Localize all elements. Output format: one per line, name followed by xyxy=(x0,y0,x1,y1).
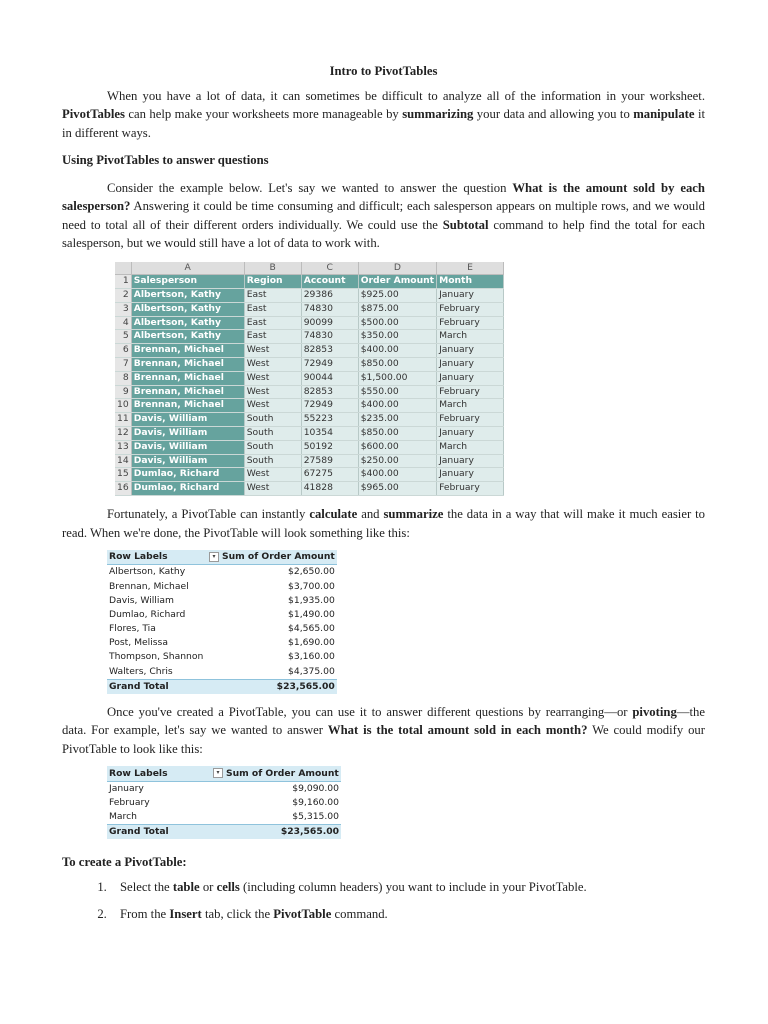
order-amount-cell: $500.00 xyxy=(358,316,436,330)
table-row xyxy=(115,454,526,468)
order-amount-cell: $965.00 xyxy=(358,482,436,496)
order-amount-cell: $925.00 xyxy=(358,289,436,303)
pivot-row xyxy=(107,810,341,825)
order-amount-cell: $400.00 xyxy=(358,468,436,482)
pivot-row xyxy=(107,579,337,593)
row-label: Albertson, Kathy xyxy=(109,566,186,578)
example-paragraph: Consider the example below. Let's say we wanted to answer the question What is the amount sold by each salesperson? Answering it could be time consuming and difficult; each salesperson appears on multiple rows, and we would need to total all of their different orders individually. We could use the Subtotal command to help find the total for each salesperson, but we would still have a lot of data to work with. xyxy=(62,180,705,250)
salesperson-cell: Davis, William xyxy=(131,454,244,468)
region-cell: West xyxy=(244,482,301,496)
region-cell: East xyxy=(244,302,301,316)
salesperson-cell: Brennan, Michael xyxy=(131,358,244,372)
row-number: 6 xyxy=(115,344,131,358)
pivot-row xyxy=(107,650,337,664)
pivot-row xyxy=(107,608,337,622)
grand-total-value: $23,565.00 xyxy=(211,825,341,840)
pivot-row xyxy=(107,622,337,636)
salesperson-cell: Brennan, Michael xyxy=(131,344,244,358)
row-value: $9,090.00 xyxy=(292,782,339,794)
document-title: Intro to PivotTables xyxy=(329,64,438,78)
salesperson-cell: Brennan, Michael xyxy=(131,371,244,385)
row-value: $4,565.00 xyxy=(288,623,335,635)
table-row xyxy=(115,482,526,496)
header-cell: Order Amount xyxy=(358,275,436,289)
order-amount-cell: $350.00 xyxy=(358,330,436,344)
month-cell: January xyxy=(437,371,504,385)
region-cell: East xyxy=(244,330,301,344)
pivot-table-salesperson xyxy=(107,550,337,694)
filter-dropdown-icon[interactable]: ▾ xyxy=(213,768,223,778)
table-row xyxy=(115,289,526,303)
table-row xyxy=(115,358,526,372)
pivot-table-month xyxy=(107,766,341,839)
order-amount-cell: $400.00 xyxy=(358,344,436,358)
intro-paragraph: When you have a lot of data, it can sometimes be difficult to analyze all of the information in your worksheet. PivotTables can help make your worksheets more manageable by summarizing your data and allowing you to manipulate it in different ways. xyxy=(62,88,705,140)
account-cell: 74830 xyxy=(301,330,358,344)
order-amount-cell: $600.00 xyxy=(358,440,436,454)
month-cell: February xyxy=(437,385,504,399)
month-cell: January xyxy=(437,358,504,372)
row-number: 3 xyxy=(115,302,131,316)
sum-header: ▾ Sum of Order Amount xyxy=(211,766,341,781)
row-labels-header: Row Labels xyxy=(107,766,211,781)
salesperson-cell: Davis, William xyxy=(131,440,244,454)
row-label: January xyxy=(109,782,144,794)
table-row xyxy=(115,385,526,399)
row-number: 12 xyxy=(115,427,131,441)
account-cell: 72949 xyxy=(301,358,358,372)
row-number: 9 xyxy=(115,385,131,399)
column-letter: C xyxy=(301,262,358,275)
row-value: $1,690.00 xyxy=(288,637,335,649)
row-number: 14 xyxy=(115,454,131,468)
table-row xyxy=(115,330,526,344)
month-cell: February xyxy=(437,482,504,496)
salesperson-cell: Albertson, Kathy xyxy=(131,289,244,303)
row-labels-header[interactable]: Row Labels xyxy=(107,550,207,565)
row-number: 15 xyxy=(115,468,131,482)
month-cell: February xyxy=(437,316,504,330)
column-letter: A xyxy=(131,262,244,275)
grand-total-value: $23,565.00 xyxy=(207,679,337,694)
month-cell: March xyxy=(437,440,504,454)
region-cell: East xyxy=(244,316,301,330)
header-cell: Region xyxy=(244,275,301,289)
row-number: 5 xyxy=(115,330,131,344)
order-amount-cell: $850.00 xyxy=(358,427,436,441)
header-cell: Salesperson xyxy=(131,275,244,289)
account-cell: 27589 xyxy=(301,454,358,468)
pivot-row xyxy=(107,665,337,680)
row-number: 11 xyxy=(115,413,131,427)
region-cell: East xyxy=(244,289,301,303)
row-value: $5,315.00 xyxy=(292,811,339,823)
salesperson-cell: Brennan, Michael xyxy=(131,385,244,399)
region-cell: West xyxy=(244,358,301,372)
order-amount-cell: $235.00 xyxy=(358,413,436,427)
table-row xyxy=(115,371,526,385)
step-item: 1. Select the table or cells (including column headers) you want to include in your PivotTable. xyxy=(110,878,705,897)
row-label: Thompson, Shannon xyxy=(109,651,204,663)
steps-list xyxy=(62,878,705,924)
table-row xyxy=(115,413,526,427)
select-all-corner xyxy=(115,262,131,275)
order-amount-cell: $250.00 xyxy=(358,454,436,468)
salesperson-cell: Davis, William xyxy=(131,427,244,441)
row-number: 1 xyxy=(115,275,131,289)
row-number: 13 xyxy=(115,440,131,454)
section-heading-create: To create a PivotTable: xyxy=(62,855,187,870)
table-row xyxy=(115,440,526,454)
row-label: Walters, Chris xyxy=(109,665,173,677)
row-value: $4,375.00 xyxy=(288,665,335,677)
row-number: 16 xyxy=(115,482,131,496)
account-cell: 90044 xyxy=(301,371,358,385)
row-value: $3,160.00 xyxy=(288,651,335,663)
month-cell: February xyxy=(437,413,504,427)
row-value: $3,700.00 xyxy=(288,580,335,592)
pivoting-paragraph: Once you've created a PivotTable, you can use it to answer different questions by rearranging—or pivoting—the data. For example, let's say we wanted to answer What is the total amount sold in each month? We could modify our PivotTable to look like this: xyxy=(62,704,705,756)
region-cell: West xyxy=(244,344,301,358)
salesperson-cell: Albertson, Kathy xyxy=(131,302,244,316)
account-cell: 55223 xyxy=(301,413,358,427)
grand-total-label: Grand Total xyxy=(107,825,211,840)
column-letter: B xyxy=(244,262,301,275)
table-row xyxy=(115,344,526,358)
month-cell: March xyxy=(437,330,504,344)
row-label: Dumlao, Richard xyxy=(109,608,186,620)
header-cell: Account xyxy=(301,275,358,289)
row-number: 10 xyxy=(115,399,131,413)
salesperson-cell: Albertson, Kathy xyxy=(131,316,244,330)
region-cell: South xyxy=(244,440,301,454)
pivot-row xyxy=(107,565,337,580)
account-cell: 50192 xyxy=(301,440,358,454)
sum-header: ▾ Sum of Order Amount xyxy=(207,550,337,565)
account-cell: 74830 xyxy=(301,302,358,316)
salesperson-cell: Albertson, Kathy xyxy=(131,330,244,344)
account-cell: 90099 xyxy=(301,316,358,330)
row-number: 2 xyxy=(115,289,131,303)
column-letter: E xyxy=(437,262,504,275)
account-cell: 72949 xyxy=(301,399,358,413)
salesperson-cell: Dumlao, Richard xyxy=(131,468,244,482)
order-amount-cell: $400.00 xyxy=(358,399,436,413)
month-cell: January xyxy=(437,289,504,303)
row-label: Brennan, Michael xyxy=(109,580,189,592)
account-cell: 82853 xyxy=(301,385,358,399)
row-value: $2,650.00 xyxy=(288,566,335,578)
row-value: $9,160.00 xyxy=(292,796,339,808)
account-cell: 10354 xyxy=(301,427,358,441)
month-cell: January xyxy=(437,344,504,358)
row-label: March xyxy=(109,811,138,823)
table-row xyxy=(115,302,526,316)
account-cell: 82853 xyxy=(301,344,358,358)
table-row xyxy=(115,399,526,413)
row-number: 7 xyxy=(115,358,131,372)
region-cell: South xyxy=(244,454,301,468)
pivot-intro-paragraph: Fortunately, a PivotTable can instantly calculate and summarize the data in a way that will make it much easier to read. When we're done, the PivotTable will look something like this: xyxy=(62,507,705,540)
salesperson-cell: Davis, William xyxy=(131,413,244,427)
region-cell: South xyxy=(244,413,301,427)
month-cell: January xyxy=(437,454,504,468)
pivot-row xyxy=(107,796,341,810)
salesperson-cell: Dumlao, Richard xyxy=(131,482,244,496)
region-cell: West xyxy=(244,385,301,399)
row-label: Davis, William xyxy=(109,594,174,606)
row-label: February xyxy=(109,796,150,808)
row-value: $1,490.00 xyxy=(288,608,335,620)
region-cell: West xyxy=(244,468,301,482)
account-cell: 41828 xyxy=(301,482,358,496)
table-row xyxy=(115,427,526,441)
account-cell: 29386 xyxy=(301,289,358,303)
salesperson-cell: Brennan, Michael xyxy=(131,399,244,413)
section-heading-questions: Using PivotTables to answer questions xyxy=(62,153,269,167)
filter-dropdown-icon[interactable]: ▾ xyxy=(209,552,219,562)
pivot-row xyxy=(107,636,337,650)
order-amount-cell: $550.00 xyxy=(358,385,436,399)
month-cell: February xyxy=(437,302,504,316)
region-cell: West xyxy=(244,399,301,413)
region-cell: West xyxy=(244,371,301,385)
table-row xyxy=(115,468,526,482)
region-cell: South xyxy=(244,427,301,441)
step-item: 2. From the Insert tab, click the PivotTable command. xyxy=(110,905,705,924)
pivot-row xyxy=(107,594,337,608)
row-value: $1,935.00 xyxy=(288,594,335,606)
grand-total-label: Grand Total xyxy=(107,679,207,694)
column-letter: D xyxy=(358,262,436,275)
row-number: 4 xyxy=(115,316,131,330)
pivot-row xyxy=(107,781,341,796)
month-cell: January xyxy=(437,468,504,482)
document-page xyxy=(62,62,705,933)
row-number: 8 xyxy=(115,371,131,385)
header-cell: Month xyxy=(437,275,504,289)
month-cell: March xyxy=(437,399,504,413)
account-cell: 67275 xyxy=(301,468,358,482)
row-label: Flores, Tia xyxy=(109,623,156,635)
order-amount-cell: $875.00 xyxy=(358,302,436,316)
order-amount-cell: $850.00 xyxy=(358,358,436,372)
order-amount-cell: $1,500.00 xyxy=(358,371,436,385)
row-label: Post, Melissa xyxy=(109,637,168,649)
spreadsheet-table xyxy=(115,262,526,497)
table-row xyxy=(115,316,526,330)
month-cell: January xyxy=(437,427,504,441)
